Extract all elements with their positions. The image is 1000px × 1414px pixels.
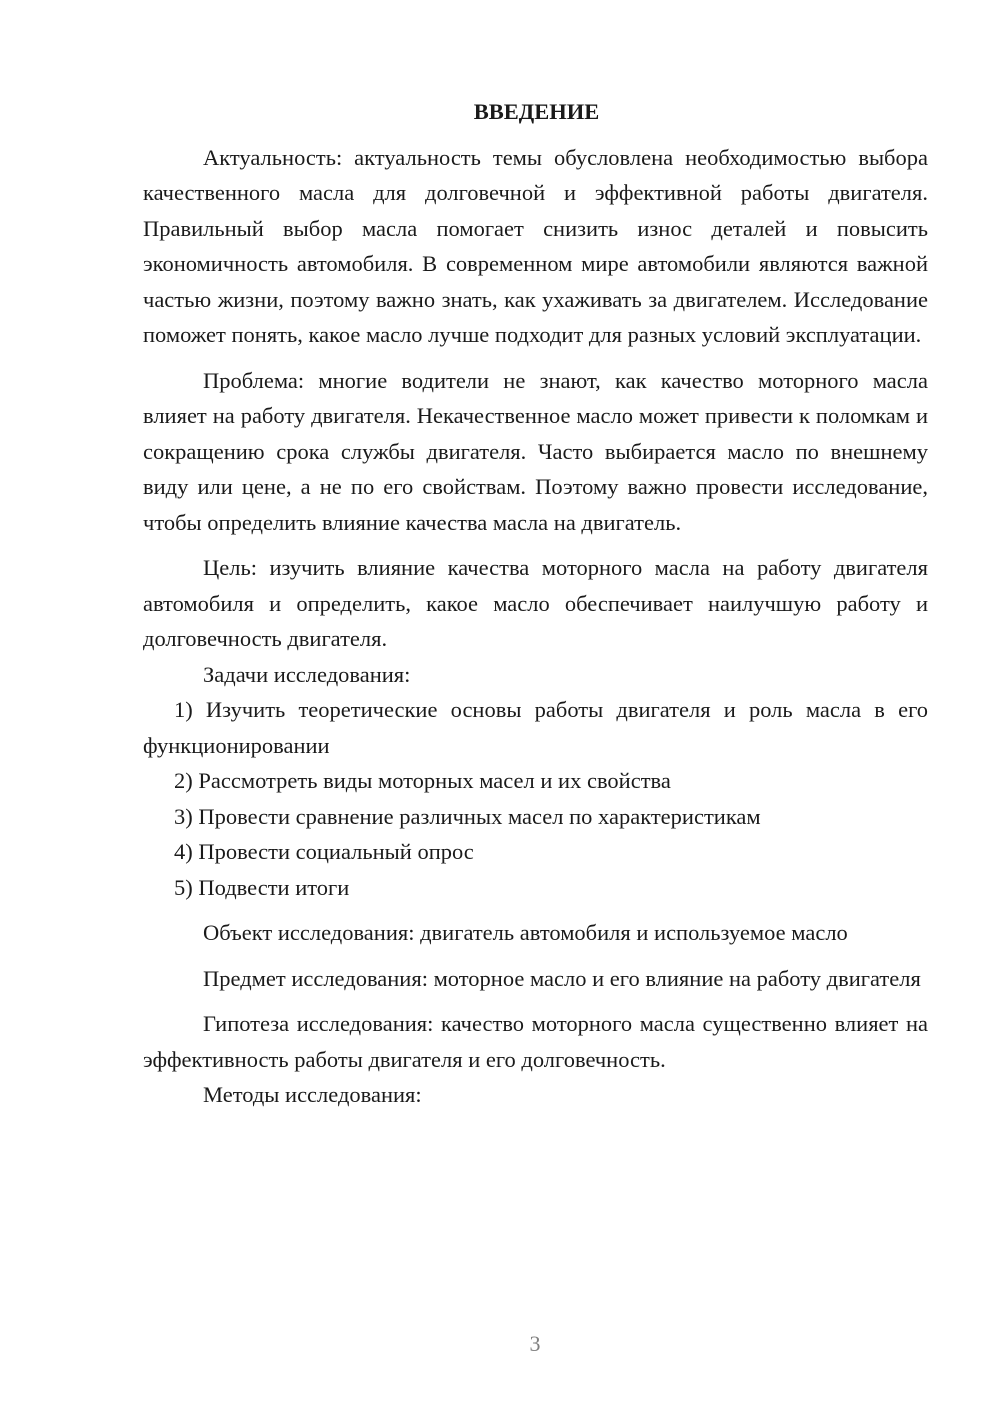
task-item-1: 1) Изучить теоретические основы работы двигателя и роль масла в его функционировании	[143, 697, 928, 758]
section-title: ВВЕДЕНИЕ	[473, 99, 600, 124]
task-item-3: 3) Провести сравнение различных масел по характеристикам	[174, 803, 761, 829]
tasks-label: Задачи исследования:	[203, 661, 411, 687]
page-content	[143, 94, 928, 1113]
task-item-4: 4) Провести социальный опрос	[174, 839, 474, 864]
hypothesis-paragraph: Гипотеза исследования: качество моторного масла существенно влияет на эффективность работы двигателя и его долговечность.	[143, 1011, 928, 1072]
relevance-paragraph: Актуальность: актуальность темы обусловлена необходимостью выбора качественного масла для долговечной и эффективной работы двигателя. Правильный выбор масла помогает снизить износ деталей и повысить экономичность автомобиля. В современном мире автомобили являются важной частью жизни, поэтому важно знать, как ухаживать за двигателем. Исследование поможет понять, какое масло лучше подходит для разных условий эксплуатации.	[143, 144, 928, 347]
task-item-5: 5) Подвести итоги	[174, 874, 350, 900]
task-item-2: 2) Рассмотреть виды моторных масел и их свойства	[174, 768, 671, 793]
page-number: 3	[529, 1331, 541, 1356]
goal-paragraph: Цель: изучить влияние качества моторного масла на работу двигателя автомобиля и определить, какое масло обеспечивает наилучшую работу и долговечность двигателя.	[143, 555, 928, 651]
methods-label: Методы исследования:	[203, 1082, 422, 1107]
problem-paragraph: Проблема: многие водители не знают, как качество моторного масла влияет на работу двигателя. Некачественное масло может привести к поломкам и сокращению срока службы двигателя. Часто выбирается масло по внешнему виду или цене, а не по его свойствам. Поэтому важно провести исследование, чтобы определить влияние качества масла на двигатель.	[143, 367, 928, 535]
object-paragraph: Объект исследования: двигатель автомобиля и используемое масло	[203, 920, 848, 945]
subject-paragraph: Предмет исследования: моторное масло и его влияние на работу двигателя	[203, 965, 921, 991]
